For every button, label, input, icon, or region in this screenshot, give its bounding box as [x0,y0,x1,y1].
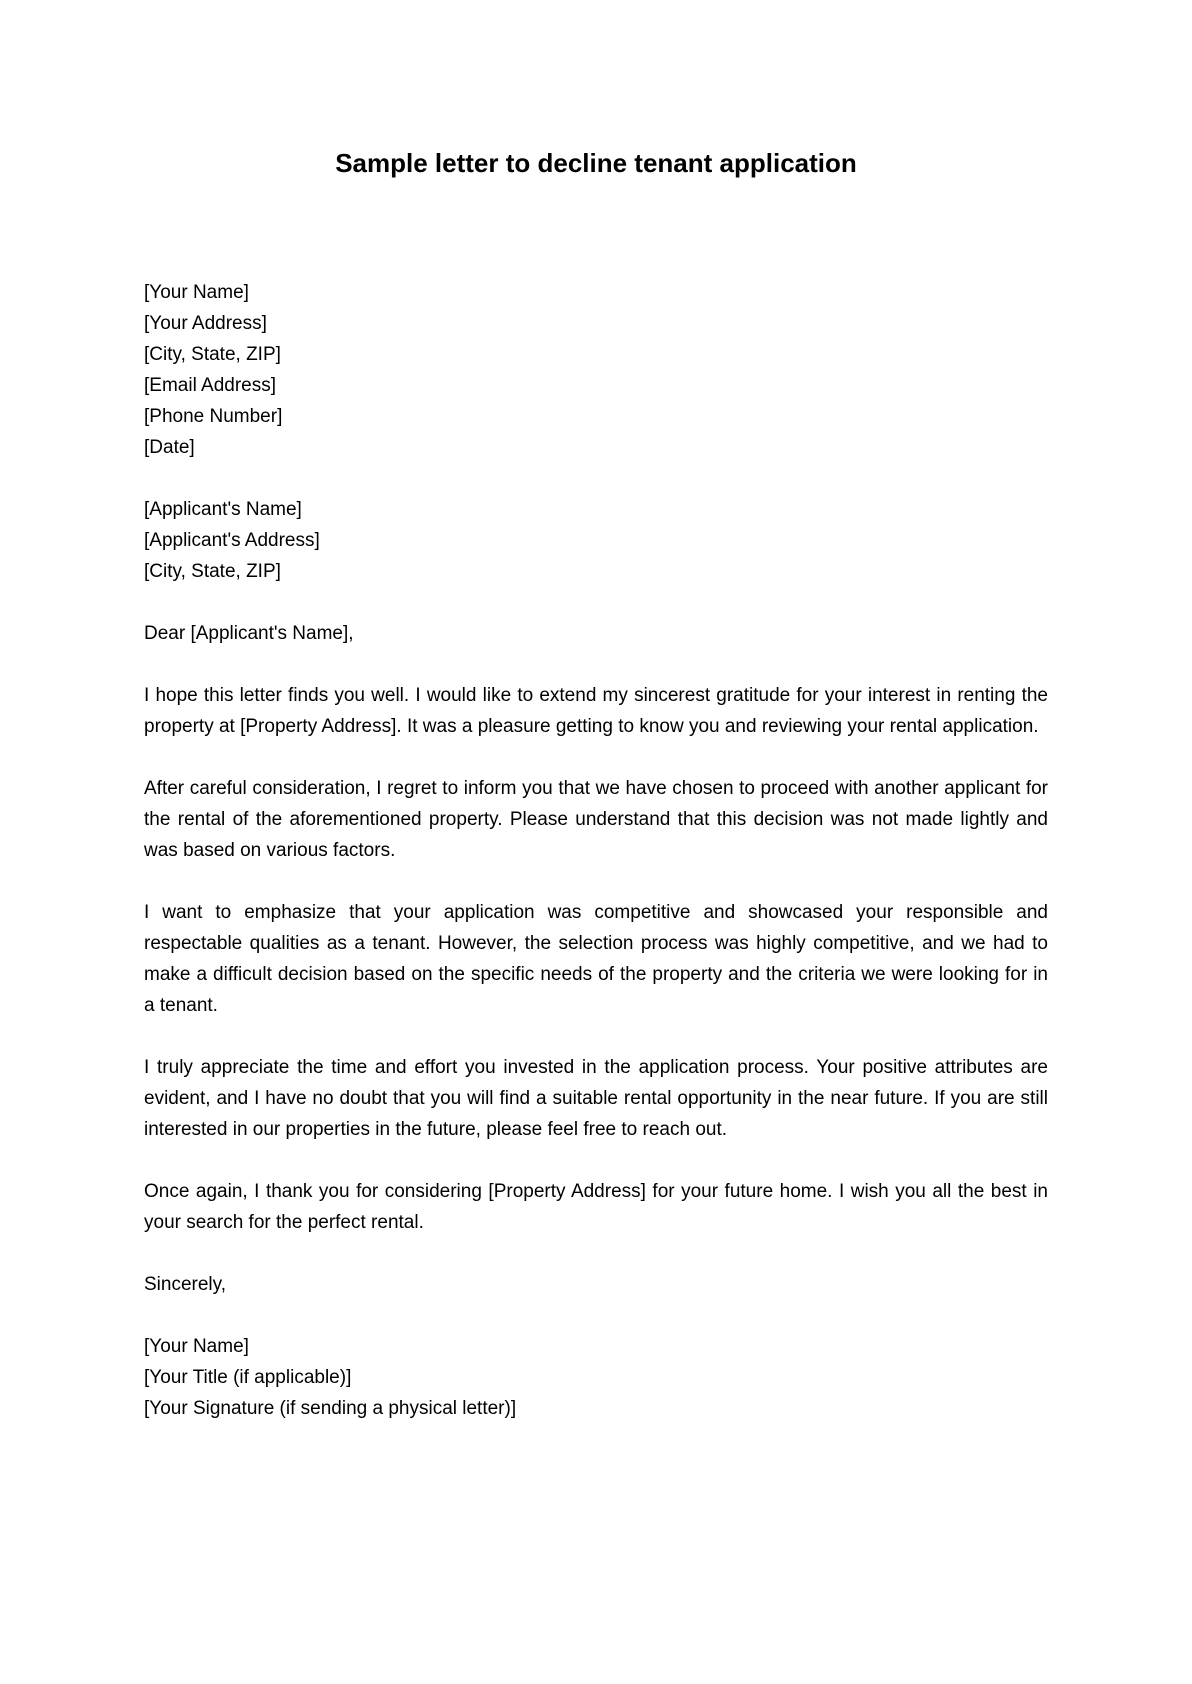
body-paragraph: I truly appreciate the time and effort you invested in the application process. Your positive attributes are evident, and I have no doubt that you will find a suitable rental opportunity in the near future. If you are still interested in our properties in the future, please feel free to reach out. [144,1057,1048,1140]
sender-email: [Email Address] [144,375,276,396]
sender-city-state-zip: [City, State, ZIP] [144,344,281,365]
closing: Sincerely, [144,1274,227,1295]
signature-block [144,1331,1048,1424]
sender-phone: [Phone Number] [144,406,283,427]
signature-line: [Your Signature (if sending a physical letter)] [144,1398,517,1419]
body-paragraph: Once again, I thank you for considering [Property Address] for your future home. I wish you all the best in your search for the perfect rental. [144,1181,1048,1233]
recipient-name: [Applicant's Name] [144,499,302,520]
signature-title: [Your Title (if applicable)] [144,1367,352,1388]
recipient-city-state-zip: [City, State, ZIP] [144,561,281,582]
sender-block [144,277,1048,463]
letter-body [144,277,1048,1455]
recipient-block [144,494,1048,587]
document-title: Sample letter to decline tenant application [335,148,857,178]
sender-address: [Your Address] [144,313,267,334]
recipient-address: [Applicant's Address] [144,530,320,551]
body-paragraph: I hope this letter finds you well. I would like to extend my sincerest gratitude for your interest in renting the property at [Property Address]. It was a pleasure getting to know you and reviewing your rental application. [144,685,1048,737]
salutation: Dear [Applicant's Name], [144,623,354,644]
letter-date: [Date] [144,437,195,458]
signature-name: [Your Name] [144,1336,249,1357]
body-paragraph: After careful consideration, I regret to inform you that we have chosen to proceed with another applicant for the rental of the aforementioned property. Please understand that this decision was not made lightly and was based on various factors. [144,778,1048,861]
sender-name: [Your Name] [144,282,249,303]
body-paragraph: I want to emphasize that your application was competitive and showcased your responsible and respectable qualities as a tenant. However, the selection process was highly competitive, and we had to make a difficult decision based on the specific needs of the property and the criteria we were looking for in a tenant. [144,902,1048,1016]
